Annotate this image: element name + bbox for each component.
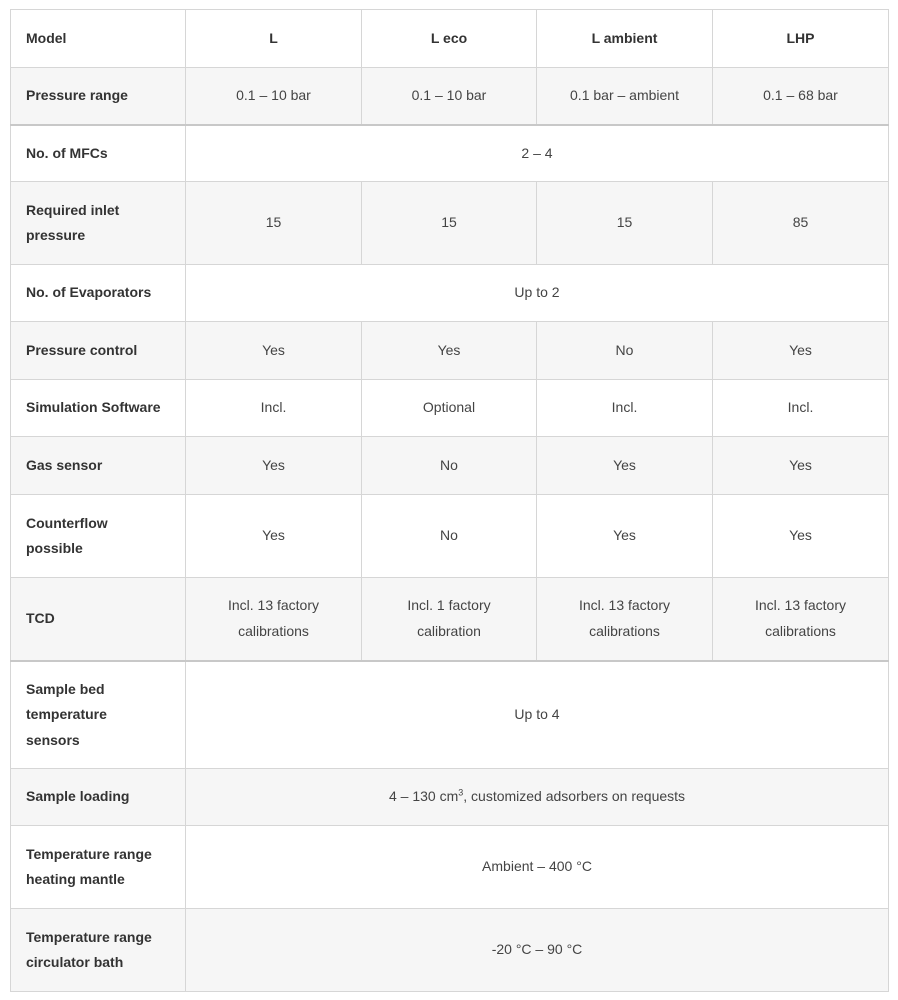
cell-line: calibration [417,622,481,639]
cell-value [537,578,713,661]
table-row-sample-loading [11,769,889,826]
cell-value [186,769,889,826]
row-label-line: heating mantle [26,871,125,887]
cell-line: calibrations [238,622,309,639]
cell-value: Incl. [537,380,713,437]
cell-value: Yes [713,322,889,380]
value-suffix: , customized adsorbers on requests [463,788,686,805]
cell-line: Incl. 1 factory [407,597,491,614]
cell-value: Yes [713,495,889,578]
table-row-no-mfcs [11,125,889,182]
table-row-gas-sensor [11,437,889,495]
cell-line: calibrations [765,622,836,639]
spec-table-container [10,9,888,992]
cell-value: Yes [537,437,713,495]
cell-line: Incl. 13 factory [754,597,847,614]
cell-value [362,578,537,661]
model-l: L [186,10,362,68]
row-label [11,826,186,909]
table-row-no-evaporators [11,265,889,322]
cell-value: Yes [186,322,362,380]
row-label-line: Temperature range [26,928,152,945]
cell-value: -20 °C – 90 °C [186,909,889,992]
cell-value: Up to 2 [186,265,889,322]
row-label-line: Temperature range [26,845,152,862]
cell-value: Ambient – 400 °C [186,826,889,909]
table-header-row [11,10,889,68]
cell-value: No [362,437,537,495]
cell-line: Incl. 13 factory [578,597,671,614]
table-row-inlet-pressure [11,182,889,265]
cell-value: Optional [362,380,537,437]
row-label: No. of Evaporators [11,265,186,322]
cell-value: Yes [186,437,362,495]
row-label: Sample loading [11,769,186,826]
cell-value: Incl. [186,380,362,437]
table-row-simulation-software [11,380,889,437]
spec-comparison-table [10,9,889,992]
table-row-pressure-range [11,68,889,125]
row-label: Gas sensor [11,437,186,495]
model-l-ambient: L ambient [537,10,713,68]
model-lhp: LHP [713,10,889,68]
cell-value: 85 [713,182,889,265]
value-superscript: 3 [458,787,464,798]
row-label-line: possible [26,540,83,556]
cell-value: Yes [713,437,889,495]
table-row-counterflow [11,495,889,578]
cell-value: 0.1 – 10 bar [362,68,537,125]
cell-value: No [362,495,537,578]
cell-value: 15 [186,182,362,265]
table-row-sample-bed-sensors [11,661,889,769]
row-label: Pressure range [11,68,186,125]
cell-value: 0.1 – 10 bar [186,68,362,125]
row-label: TCD [11,578,186,661]
row-label: Simulation Software [11,380,186,437]
cell-value: 2 – 4 [186,125,889,182]
cell-value: Yes [186,495,362,578]
table-row-temp-heating-mantle [11,826,889,909]
model-l-eco: L eco [362,10,537,68]
table-row-pressure-control [11,322,889,380]
row-label-line: circulator bath [26,954,124,970]
header-label: Model [11,10,186,68]
value-prefix: 4 – 130 cm [388,788,459,805]
cell-value: 15 [537,182,713,265]
cell-line: Incl. 13 factory [227,597,320,614]
cell-value: 15 [362,182,537,265]
cell-value: No [537,322,713,380]
row-label [11,661,186,769]
row-label [11,495,186,578]
table-row-temp-circulator-bath [11,909,889,992]
row-label-line: temperature [26,706,107,722]
cell-value: 0.1 – 68 bar [713,68,889,125]
cell-value: Yes [362,322,537,380]
cell-line: calibrations [589,622,660,639]
row-label: No. of MFCs [11,125,186,182]
row-label-line: Required inlet [26,201,120,218]
row-label-line: sensors [26,731,80,748]
row-label: Pressure control [11,322,186,380]
row-label [11,182,186,265]
row-label-line: Sample bed [26,680,105,697]
row-label [11,909,186,992]
row-label-line: pressure [26,227,86,243]
cell-value [186,578,362,661]
cell-value: 0.1 bar – ambient [537,68,713,125]
cell-value: Incl. [713,380,889,437]
cell-value: Yes [537,495,713,578]
table-row-tcd [11,578,889,661]
row-label-line: Counterflow [26,514,108,531]
cell-value [713,578,889,661]
cell-value: Up to 4 [186,661,889,769]
